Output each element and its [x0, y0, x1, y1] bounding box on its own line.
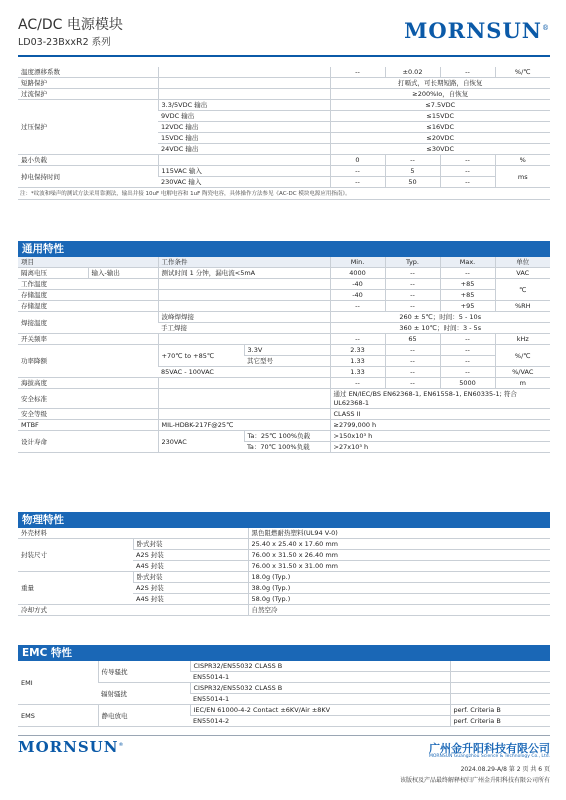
row-sublabel: A4S 封装 [133, 594, 248, 605]
table-row [18, 572, 550, 583]
table-row [18, 312, 550, 323]
table-row [18, 705, 550, 716]
row-sublabel: 卧式封装 [133, 572, 248, 583]
condition: 85VAC - 100VAC [158, 367, 330, 378]
table-header-row [18, 257, 550, 268]
row-sublabel: 传导骚扰 [98, 661, 190, 683]
max-value: 5000 [440, 378, 495, 389]
table-row [18, 268, 550, 279]
criteria: perf. Criteria B [450, 716, 550, 727]
column-header: 工作条件 [158, 257, 330, 268]
condition: 15VDC 输出 [158, 133, 330, 144]
row-sublabel: Ta：25℃ 100%负载 [244, 431, 330, 442]
row-value: 自然空冷 [248, 605, 550, 616]
condition: 230VAC [158, 431, 244, 453]
unit-value: kHz [495, 334, 550, 345]
table-row [18, 345, 550, 356]
typ-value: 50 [385, 177, 440, 188]
row-value: EN55014-1 [190, 694, 450, 705]
min-value: -- [330, 334, 385, 345]
typ-value: -- [385, 155, 440, 166]
typ-value: 5 [385, 166, 440, 177]
condition: 230VAC 输入 [158, 177, 330, 188]
row-value: 25.40 x 25.40 x 17.60 mm [248, 539, 550, 550]
page-header [18, 10, 550, 50]
min-value: 4000 [330, 268, 385, 279]
table-row [18, 661, 550, 672]
typ-value: -- [385, 345, 440, 356]
min-value: 2.33 [330, 345, 385, 356]
column-header: 单位 [495, 257, 550, 268]
row-sublabel: 辐射骚扰 [98, 683, 190, 705]
page-number: 2024.08.29-A/8 第 2 页 共 6 页 [460, 766, 550, 773]
table-row [18, 89, 550, 100]
row-label: EMI [18, 661, 98, 705]
unit-value: %RH [495, 301, 550, 312]
typ-value: -- [385, 356, 440, 367]
min-value: -- [330, 67, 385, 78]
table-row [18, 290, 550, 301]
condition: 3.3/5VDC 输出 [158, 100, 330, 111]
row-label: MTBF [18, 420, 158, 431]
min-value: 1.33 [330, 367, 385, 378]
row-value: ≤30VDC [330, 144, 550, 155]
unit-value: %/VAC [495, 367, 550, 378]
min-value: -- [330, 177, 385, 188]
row-label: 隔离电压 [18, 268, 88, 279]
copyright-note: 该版权及产品最终解释权归广州金升阳科技有限公司所有 [399, 777, 550, 784]
output-spec-table [18, 67, 550, 200]
max-value: +85 [440, 279, 495, 290]
footer-logo: MORNSUN® [18, 738, 125, 756]
general-section [18, 241, 550, 453]
max-value: -- [440, 177, 495, 188]
unit-value: %/℃ [495, 345, 550, 367]
unit-value: ms [495, 166, 550, 188]
condition: 手工焊接 [158, 323, 330, 334]
table-row [18, 279, 550, 290]
condition: 12VDC 输出 [158, 122, 330, 133]
max-value: -- [440, 345, 495, 356]
row-label: 工作温度 [18, 279, 158, 290]
physical-section [18, 512, 550, 616]
row-label: 安全标准 [18, 389, 158, 409]
typ-value: -- [385, 378, 440, 389]
row-value: 260 ± 5℃；时间：5 - 10s [330, 312, 550, 323]
unit-value: m [495, 378, 550, 389]
min-value: -- [330, 301, 385, 312]
max-value: +85 [440, 290, 495, 301]
table-row [18, 431, 550, 442]
max-value: -- [440, 367, 495, 378]
condition: +70℃ to +85℃ [158, 345, 244, 367]
row-value: IEC/EN 61000-4-2 Contact ±6KV/Air ±8KV [190, 705, 450, 716]
row-value: >27x10³ h [330, 442, 550, 453]
row-value: ≥200%Io，自恢复 [330, 89, 550, 100]
table-row [18, 389, 550, 409]
row-label: 存储温度 [18, 290, 158, 301]
header-divider [18, 55, 550, 57]
section-title: EMC 特性 [18, 645, 550, 661]
min-value: -40 [330, 290, 385, 301]
table-row [18, 683, 550, 694]
row-label: 短路保护 [18, 78, 158, 89]
row-label: 功率降额 [18, 345, 158, 378]
row-value: 打嗝式，可长期短路，自恢复 [330, 78, 550, 89]
min-value: 0 [330, 155, 385, 166]
table-row [18, 166, 550, 177]
typ-value: -- [385, 301, 440, 312]
unit-value: ℃ [495, 279, 550, 301]
footer-divider [18, 735, 550, 736]
max-value: -- [440, 268, 495, 279]
min-value: -- [330, 378, 385, 389]
table-row [18, 409, 550, 420]
row-value: ≤20VDC [330, 133, 550, 144]
table-row [18, 100, 550, 111]
max-value: -- [440, 356, 495, 367]
row-sublabel: A2S 封装 [133, 583, 248, 594]
typ-value: -- [385, 268, 440, 279]
row-sublabel: A2S 封装 [133, 550, 248, 561]
company-name: 广州金升阳科技有限公司 [429, 742, 550, 755]
row-sublabel: 输入-输出 [88, 268, 158, 279]
column-header: Min. [330, 257, 385, 268]
row-value: CLASS II [330, 409, 550, 420]
row-value: ≤16VDC [330, 122, 550, 133]
row-value: 18.0g (Typ.) [248, 572, 550, 583]
row-label: 海拔高度 [18, 378, 158, 389]
max-value: -- [440, 155, 495, 166]
row-value: ≥2799,000 h [330, 420, 550, 431]
typ-value: -- [385, 290, 440, 301]
table-row [18, 155, 550, 166]
column-header: Max. [440, 257, 495, 268]
table-row [18, 420, 550, 431]
condition: 9VDC 输出 [158, 111, 330, 122]
typ-value: 65 [385, 334, 440, 345]
row-value: CISPR32/EN55032 CLASS B [190, 661, 450, 672]
condition: 115VAC 输入 [158, 166, 330, 177]
min-value: 1.33 [330, 356, 385, 367]
row-sublabel: 静电放电 [98, 705, 190, 727]
table-row [18, 78, 550, 89]
max-value: +95 [440, 301, 495, 312]
row-label: 重量 [18, 572, 133, 605]
row-sublabel: 3.3V [244, 345, 330, 356]
column-header: Typ. [385, 257, 440, 268]
row-value: ≤7.5VDC [330, 100, 550, 111]
row-label: EMS [18, 705, 98, 727]
row-value: ≤15VDC [330, 111, 550, 122]
table-row [18, 378, 550, 389]
row-label: 封装尺寸 [18, 539, 133, 572]
row-label: 温度漂移系数 [18, 67, 158, 78]
section-title: 通用特性 [18, 241, 550, 257]
row-sublabel: 卧式封装 [133, 539, 248, 550]
company-name-en: MORNSUN Guangzhou Science & Technology Co., Ltd. [428, 754, 550, 759]
typ-value: -- [385, 367, 440, 378]
unit-value: %/℃ [495, 67, 550, 78]
row-sublabel: 其它型号 [244, 356, 330, 367]
row-label: 开关频率 [18, 334, 158, 345]
min-value: -40 [330, 279, 385, 290]
table-row [18, 539, 550, 550]
table-note: 注：*纹波和噪声的测试方法采用靠测法，输出并接 10uF 电解电容和 1uF 陶瓷电容，具体操作方法参见《AC-DC 模块电源应用指南》。 [18, 188, 550, 200]
row-label: 掉电保持时间 [18, 166, 158, 188]
condition: 24VDC 输出 [158, 144, 330, 155]
table-row [18, 67, 550, 78]
row-value: CISPR32/EN55032 CLASS B [190, 683, 450, 694]
row-value: 通过 EN/IEC/BS EN62368-1, EN61558-1, EN60335-1; 符合 UL62368-1 [330, 389, 550, 409]
criteria: perf. Criteria B [450, 705, 550, 716]
table-row [18, 301, 550, 312]
section-title: 物理特性 [18, 512, 550, 528]
document-title: AC/DC 电源模块 [18, 17, 123, 33]
min-value: -- [330, 166, 385, 177]
row-label: 冷却方式 [18, 605, 248, 616]
row-value: 38.0g (Typ.) [248, 583, 550, 594]
row-label: 焊接温度 [18, 312, 158, 334]
model-series: LD03-23BxxR2 系列 [18, 37, 111, 48]
row-value: EN55014-1 [190, 672, 450, 683]
row-sublabel: A4S 封装 [133, 561, 248, 572]
row-label: 安全等级 [18, 409, 158, 420]
max-value: -- [440, 334, 495, 345]
row-label: 过流保护 [18, 89, 158, 100]
row-value: 76.00 x 31.50 x 26.40 mm [248, 550, 550, 561]
row-value: 360 ± 10℃；时间：3 - 5s [330, 323, 550, 334]
typ-value: ±0.02 [385, 67, 440, 78]
table-row [18, 334, 550, 345]
condition: 测试时间 1 分钟，漏电流<5mA [158, 268, 330, 279]
max-value: -- [440, 166, 495, 177]
table-row [18, 605, 550, 616]
row-label: 存储湿度 [18, 301, 158, 312]
condition: MIL-HDBK-217F@25℃ [158, 420, 330, 431]
row-sublabel: Ta：70℃ 100%负载 [244, 442, 330, 453]
row-value: 黑色阻燃耐热塑料(UL94 V-0) [248, 528, 550, 539]
condition: 波峰焊焊接 [158, 312, 330, 323]
typ-value: -- [385, 279, 440, 290]
max-value: -- [440, 67, 495, 78]
emc-section [18, 645, 550, 727]
brand-logo: MORNSUN® [404, 18, 550, 43]
column-header: 项目 [18, 257, 158, 268]
unit-value: % [495, 155, 550, 166]
row-label: 外壳材料 [18, 528, 248, 539]
row-value: >150x10³ h [330, 431, 550, 442]
unit-value: VAC [495, 268, 550, 279]
row-value: 76.00 x 31.50 x 31.00 mm [248, 561, 550, 572]
row-value: 58.0g (Typ.) [248, 594, 550, 605]
row-value: EN55014-2 [190, 716, 450, 727]
row-label: 过压保护 [18, 100, 158, 155]
table-row [18, 528, 550, 539]
row-label: 最小负载 [18, 155, 158, 166]
row-label: 设计寿命 [18, 431, 158, 453]
